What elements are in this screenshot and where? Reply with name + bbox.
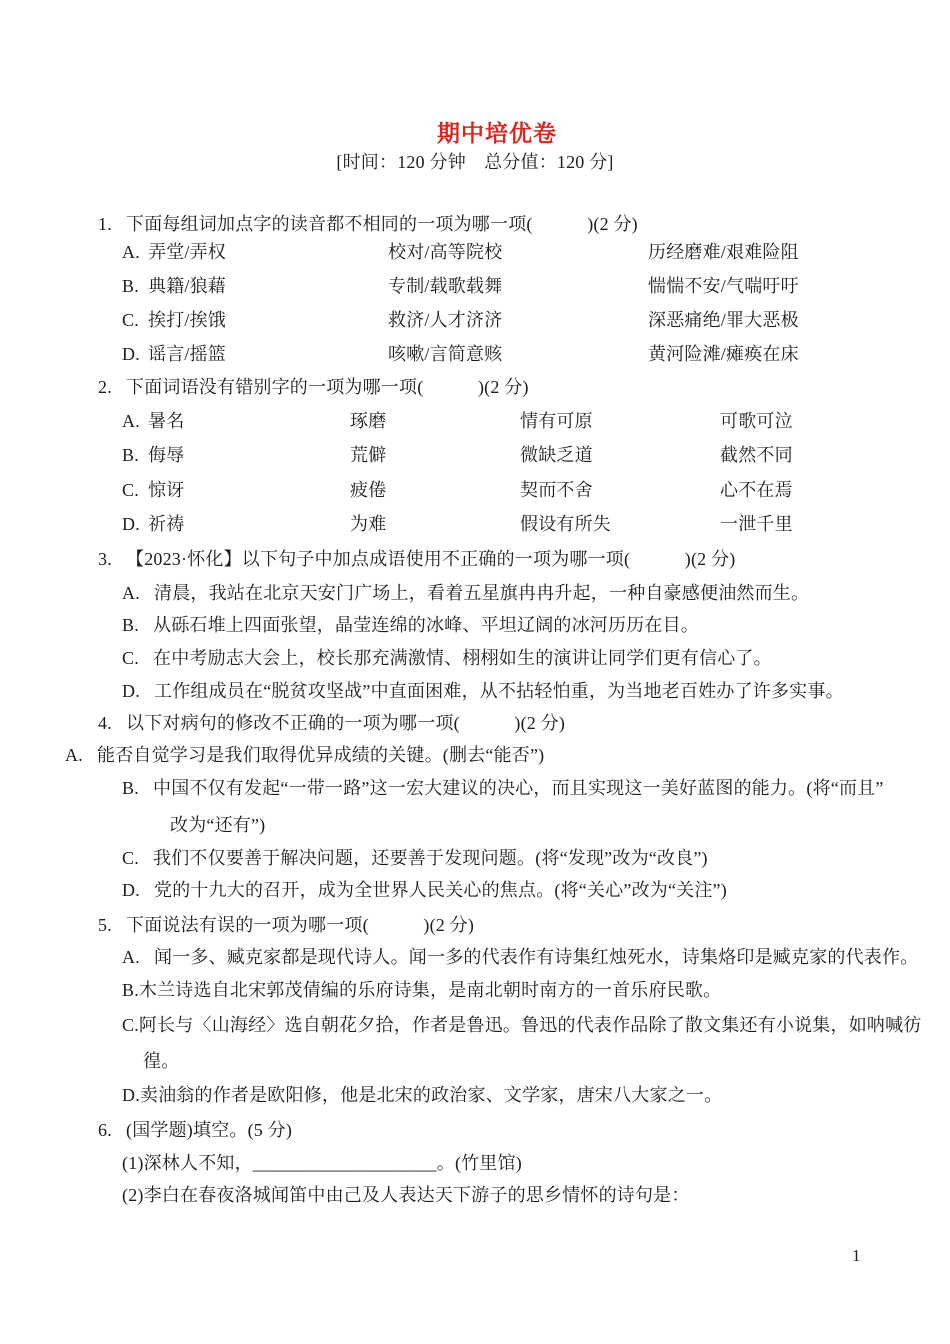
q1-option-d	[122, 342, 799, 366]
q2-option-d	[122, 512, 793, 536]
q1-option-d-col2: 咳嗽/言简意赅	[388, 344, 503, 364]
q2-option-d-col2: 为难	[350, 514, 387, 534]
q5-option-b: B.木兰诗选自北宋郭茂倩编的乐府诗集，是南北朝时南方的一首乐府民歌。	[122, 980, 722, 1000]
q1-option-c	[122, 308, 799, 332]
q6-fill-blank-2: (2)李白在春夜洛城闻笛中由己及人表达天下游子的思乡情怀的诗句是：	[122, 1185, 690, 1205]
q2-option-a-col2: 琢磨	[350, 411, 387, 431]
exam-meta: [时间：120 分钟 总分值：120 分]	[336, 152, 614, 172]
q5-option-a: A. 闻一多、臧克家都是现代诗人。闻一多的代表作有诗集红烛死水，诗集烙印是臧克家的代表作。	[122, 947, 919, 967]
q1-option-b-col3: 惴惴不安/气喘吁吁	[648, 276, 799, 296]
q2-option-a-col1: 暑名	[148, 411, 185, 431]
q3-option-a: A. 清晨，我站在北京天安门广场上，看着五星旗冉冉升起，一种自豪感便油然而生。	[122, 583, 810, 603]
q6-fill-blank-1: (1)深林人不知，____________________。(竹里馆)	[122, 1153, 522, 1173]
q1-option-a-col1: 弄堂/弄权	[148, 242, 227, 262]
q2-stem: 2. 下面词语没有错别字的一项为哪一项( )(2 分)	[98, 377, 529, 397]
q1-option-b-label: B.	[122, 276, 139, 296]
q2-option-c-col1: 惊讶	[148, 480, 185, 500]
q5-option-c-line1: C.阿长与〈山海经〉选自朝花夕拾，作者是鲁迅。鲁迅的代表作品除了散文集还有小说集，如呐喊彷	[122, 1015, 922, 1035]
q2-option-a-label: A.	[122, 411, 140, 431]
q2-option-b-label: B.	[122, 445, 139, 465]
page-title: 期中培优卷	[437, 121, 557, 146]
q4-option-b-line2: 改为“还有”)	[170, 815, 266, 835]
q3-stem: 3. 【2023·怀化】以下句子中加点成语使用不正确的一项为哪一项( )(2 分)	[98, 549, 736, 569]
q1-option-a	[122, 240, 799, 264]
q3-option-c: C. 在中考励志大会上，校长那充满激情、栩栩如生的演讲让同学们更有信心了。	[122, 648, 772, 668]
q2-option-d-col3: 假设有所失	[520, 514, 611, 534]
q1-option-a-col2: 校对/高等院校	[388, 242, 503, 262]
q1-option-d-col3: 黄河险滩/瘫痪在床	[648, 344, 799, 364]
q4-option-c: C. 我们不仅要善于解决问题，还要善于发现问题。(将“发现”改为“改良”)	[122, 848, 708, 868]
q1-option-b-col1: 典籍/狼藉	[148, 276, 227, 296]
q5-option-d: D.卖油翁的作者是欧阳修，他是北宋的政治家、文学家，唐宋八大家之一。	[122, 1085, 723, 1105]
q2-option-c-col3: 契而不舍	[520, 480, 593, 500]
q1-option-d-label: D.	[122, 344, 140, 364]
q1-option-d-col1: 谣言/摇篮	[148, 344, 227, 364]
q5-stem: 5. 下面说法有误的一项为哪一项( )(2 分)	[98, 915, 475, 935]
q2-option-b-col4: 截然不同	[720, 445, 793, 465]
q3-option-d: D. 工作组成员在“脱贫攻坚战”中直面困难，从不拈轻怕重，为当地老百姓办了许多实事。	[122, 681, 844, 701]
q2-option-d-col1: 祈祷	[148, 514, 185, 534]
q6-stem: 6. (国学题)填空。(5 分)	[98, 1120, 293, 1140]
q2-option-c-col4: 心不在焉	[720, 480, 793, 500]
q2-option-d-col4: 一泄千里	[720, 514, 793, 534]
q2-option-c	[122, 478, 793, 502]
q2-option-a	[122, 409, 793, 433]
q3-option-b: B. 从砾石堆上四面张望，晶莹连绵的冰峰、平坦辽阔的冰河历历在目。	[122, 615, 700, 635]
q4-option-d: D. 党的十九大的召开，成为全世界人民关心的焦点。(将“关心”改为“关注”)	[122, 880, 727, 900]
q4-stem: 4. 以下对病句的修改不正确的一项为哪一项( )(2 分)	[98, 713, 566, 733]
q2-option-c-col2: 疲倦	[350, 480, 387, 500]
q1-option-a-label: A.	[122, 242, 140, 262]
q2-option-b	[122, 443, 793, 467]
q4-option-b-line1: B. 中国不仅有发起“一带一路”这一宏大建议的决心，而且实现这一美好蓝图的能力。(将“而且”	[122, 778, 884, 798]
q2-option-b-col3: 微缺乏道	[520, 445, 593, 465]
q1-option-c-col1: 挨打/挨饿	[148, 310, 227, 330]
q2-option-b-col2: 荒僻	[350, 445, 387, 465]
q1-option-c-col2: 救济/人才济济	[388, 310, 503, 330]
q2-option-a-col3: 情有可原	[520, 411, 593, 431]
q4-option-a: A. 能否自觉学习是我们取得优异成绩的关键。(删去“能否”)	[65, 745, 545, 765]
q1-option-b	[122, 274, 799, 298]
q1-option-b-col2: 专制/载歌载舞	[388, 276, 503, 296]
page-number: 1	[852, 1246, 861, 1265]
q2-option-c-label: C.	[122, 480, 139, 500]
q1-option-c-label: C.	[122, 310, 139, 330]
q2-option-a-col4: 可歌可泣	[720, 411, 793, 431]
q1-option-a-col3: 历经磨难/艰难险阻	[648, 242, 799, 262]
q1-stem: 1. 下面每组词加点字的读音都不相同的一项为哪一项( )(2 分)	[98, 214, 638, 234]
q2-option-d-label: D.	[122, 514, 140, 534]
q2-option-b-col1: 侮辱	[148, 445, 185, 465]
q1-option-c-col3: 深恶痛绝/罪大恶极	[648, 310, 799, 330]
q5-option-c-line2: 徨。	[143, 1051, 180, 1071]
